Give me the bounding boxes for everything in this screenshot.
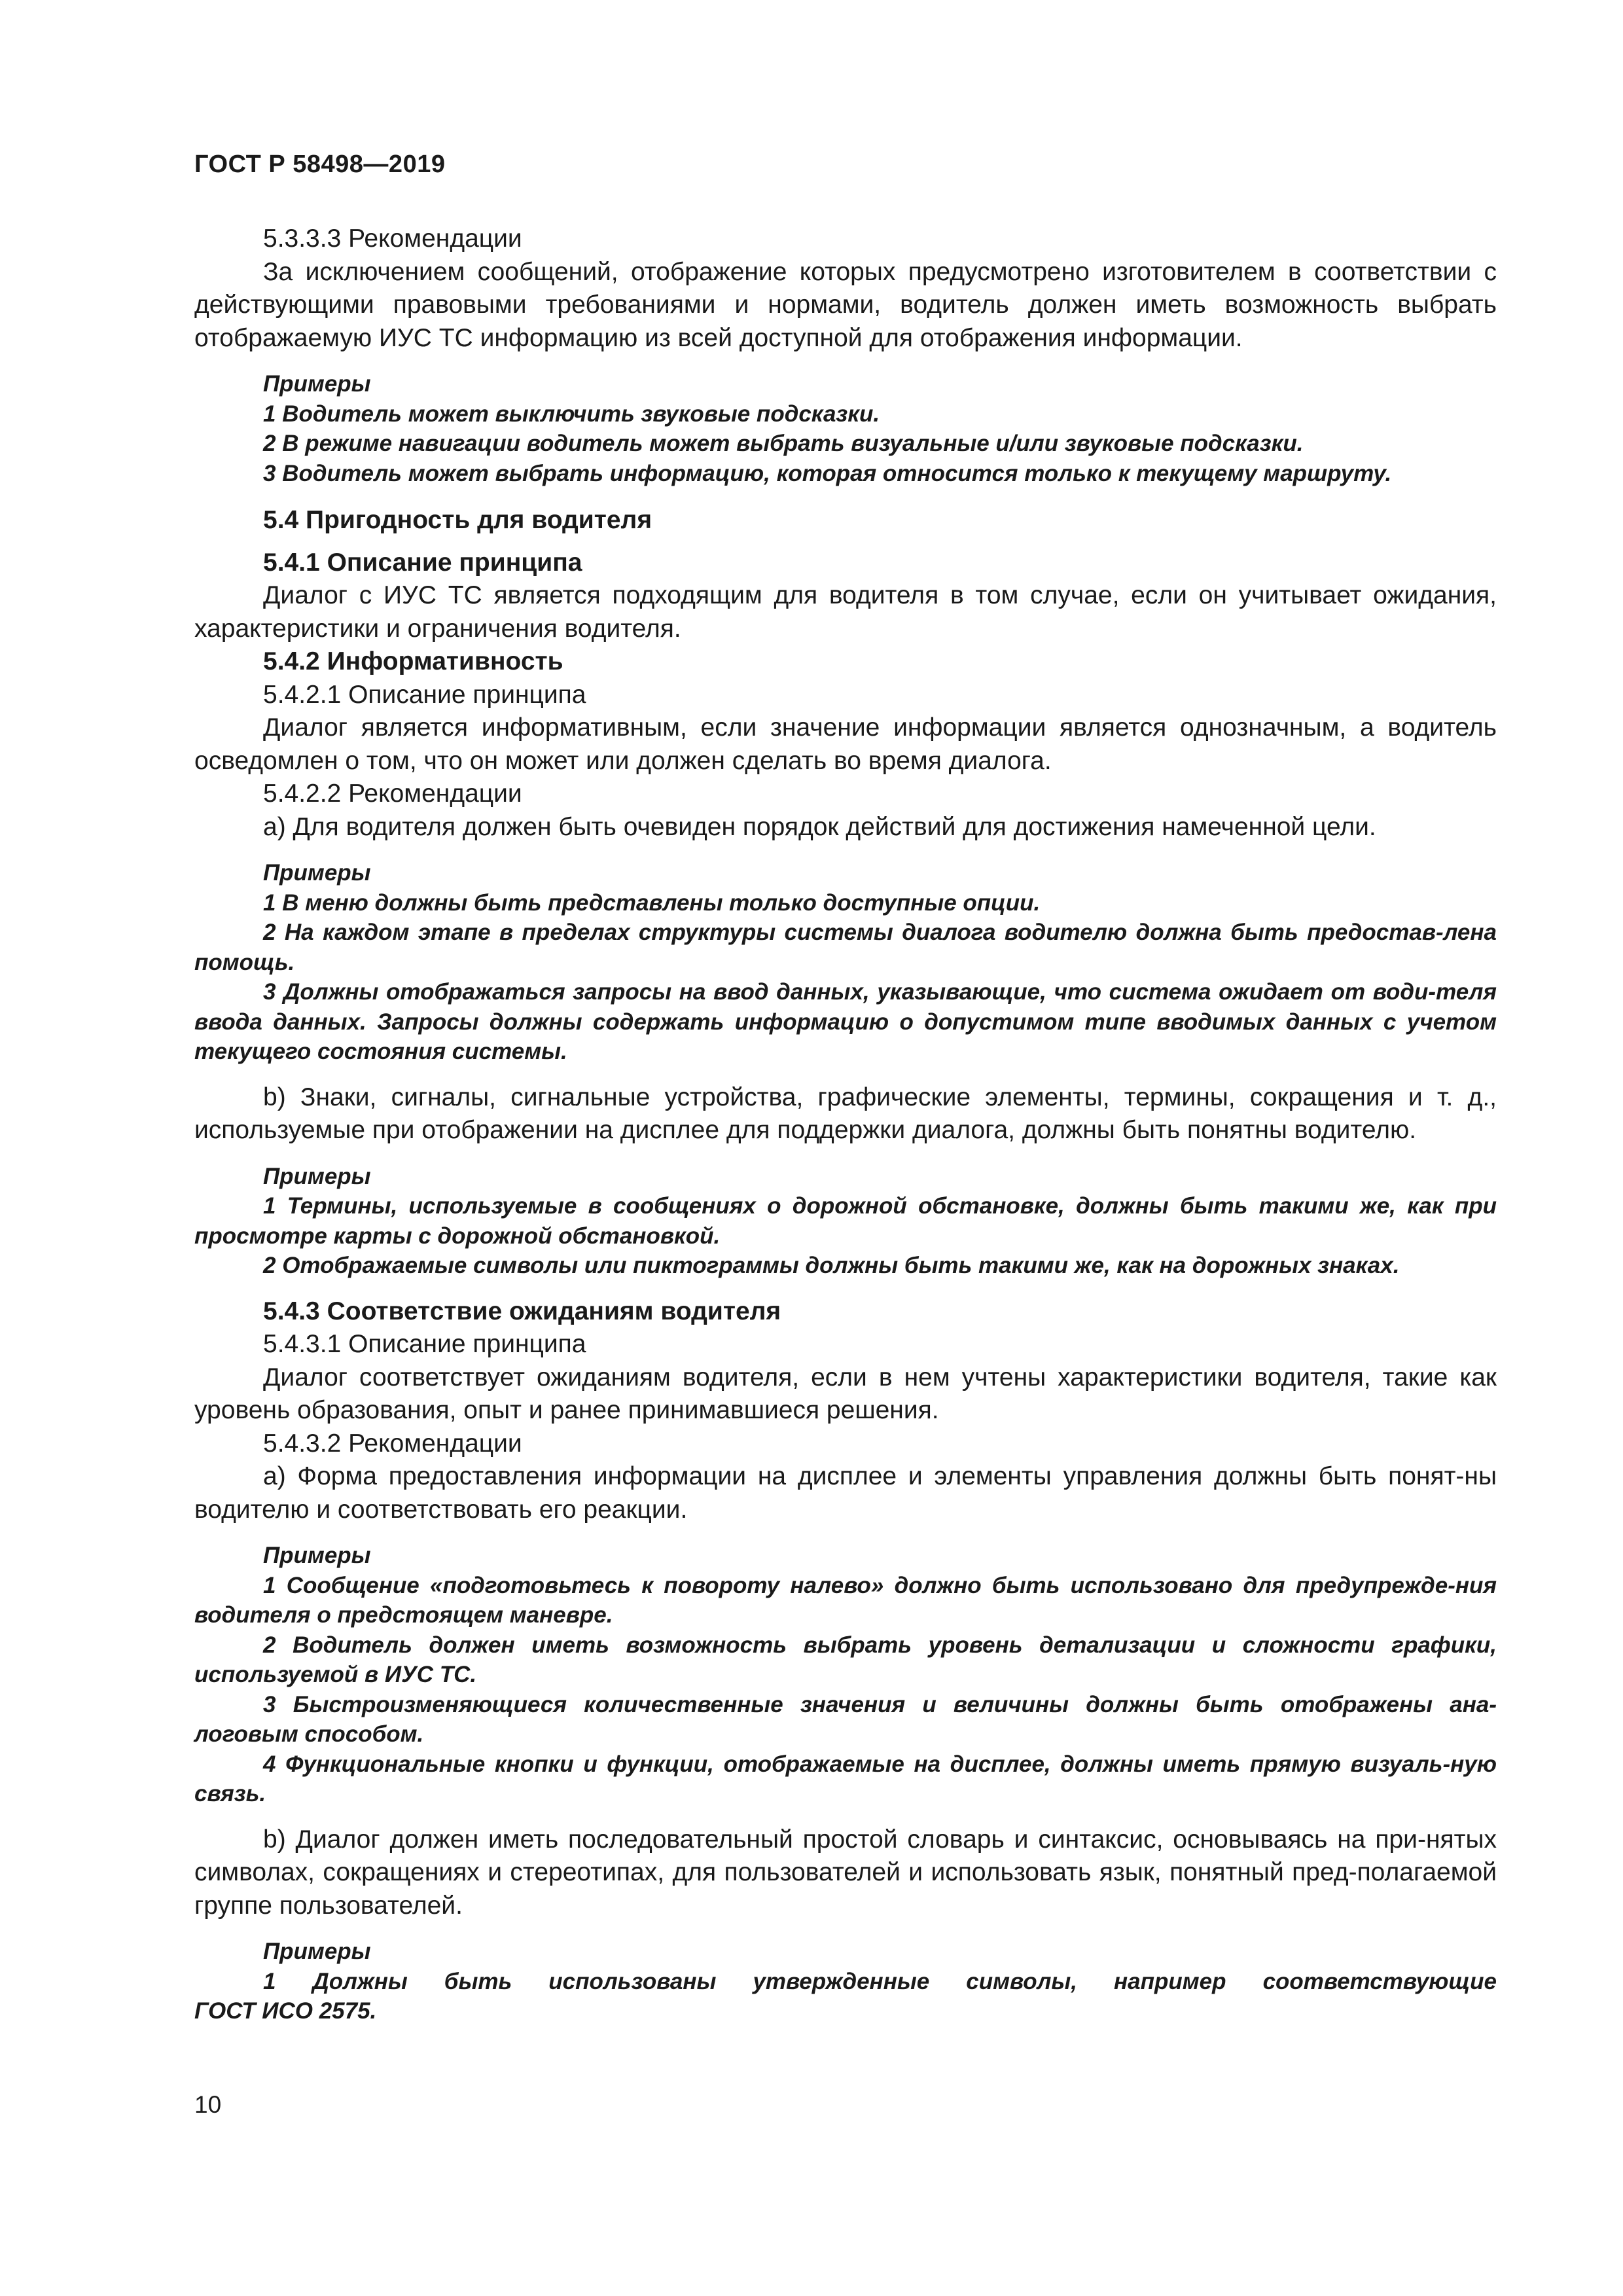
examples-title: Примеры	[263, 1543, 371, 1568]
example-item: 1 Термины, используемые в сообщениях о дорожной обстановке, должны быть такими же, как при просмотре карты с дорожной обстановкой.	[194, 1193, 1497, 1249]
examples-block	[194, 369, 1497, 488]
section-5-4-3-1-title: 5.4.3.1 Описание принципа	[263, 1330, 586, 1358]
example-item: 1 Должны быть использованы утвержденные символы, например соответствующие	[263, 1968, 1497, 1994]
section-5-4-2-1-title: 5.4.2.1 Описание принципа	[263, 680, 586, 709]
example-item: 2 В режиме навигации водитель может выбрать визуальные и/или звуковые подсказки.	[263, 431, 1304, 456]
section-5-3-3-3-text: За исключением сообщений, отображение которых предусмотрено изготовителем в соответствии с действующими правовыми требованиями и нормами, водитель должен иметь возможность выбрать отображаемую ИУС ТС информацию из всей доступной для отображения информации.	[194, 257, 1497, 352]
recommendation-item-a: а) Форма предоставления информации на дисплее и элементы управления должны быть понят-ны водителю и соответствовать его реакции.	[194, 1462, 1497, 1524]
section-5-4-3-1-text: Диалог соответствует ожиданиям водителя, если в нем учтены характеристики водителя, такие как уровень образования, опыт и ранее принимавшиеся решения.	[194, 1363, 1497, 1424]
example-item: 4 Функциональные кнопки и функции, отображаемые на дисплее, должны иметь прямую визуаль-ную связь.	[194, 1751, 1497, 1806]
example-item: 1 Сообщение «подготовьтесь к повороту налево» должно быть использовано для предупрежде-ния водителя о предстоящем маневре.	[194, 1572, 1497, 1628]
example-item: 3 Должны отображаться запросы на ввод данных, указывающие, что система ожидает от води-теля ввода данных. Запросы должны содержать информацию о допустимом типе вводимых данных с учетом текущего состояния системы.	[194, 979, 1497, 1064]
example-item: 2 На каждом этапе в пределах структуры системы диалога водителю должна быть предостав-лена помощь.	[194, 920, 1497, 975]
recommendation-item-b: b) Диалог должен иметь последовательный простой словарь и синтаксис, основываясь на при-нятых символах, сокращениях и стереотипах, для пользователей и использовать язык, понятный пред-полагаемой группе пользователей.	[194, 1825, 1497, 1920]
examples-title: Примеры	[263, 371, 371, 397]
example-item: 3 Водитель может выбрать информацию, которая относится только к текущему маршруту.	[263, 460, 1392, 486]
section-5-4-3-title: 5.4.3 Соответствие ожиданиям водителя	[263, 1297, 781, 1325]
document-code-header: ГОСТ Р 58498—2019	[194, 151, 446, 178]
example-item: 2 Водитель должен иметь возможность выбрать уровень детализации и сложности графики, используемой в ИУС ТС.	[194, 1632, 1497, 1687]
examples-title: Примеры	[263, 860, 371, 886]
section-5-4-2-title: 5.4.2 Информативность	[263, 647, 563, 675]
section-5-4-2-2-title: 5.4.2.2 Рекомендации	[263, 780, 522, 808]
examples-block	[194, 1162, 1497, 1281]
recommendation-item-a: а) Для водителя должен быть очевиден порядок действий для достижения намеченной цели.	[263, 812, 1376, 841]
example-item: 1 Водитель может выключить звуковые подсказки.	[263, 401, 880, 427]
example-item: 2 Отображаемые символы или пиктограммы должны быть такими же, как на дорожных знаках.	[263, 1253, 1400, 1278]
examples-title: Примеры	[263, 1939, 371, 1964]
section-5-3-3-3-title: 5.3.3.3 Рекомендации	[263, 224, 522, 253]
section-5-4-2-1-text: Диалог является информативным, если значение информации является однозначным, а водитель осведомлен о том, что он может или должен сделать во время диалога.	[194, 713, 1497, 775]
page-number: 10	[194, 2091, 222, 2118]
example-item-continuation: ГОСТ ИСО 2575.	[194, 1998, 377, 2024]
examples-block	[194, 858, 1497, 1067]
recommendation-item-b: b) Знаки, сигналы, сигнальные устройства, графические элементы, термины, сокращения и т. д., используемые при отображении на дисплее для поддержки диалога, должны быть понятны водителю.	[194, 1083, 1497, 1144]
example-item: 3 Быстроизменяющиеся количественные значения и величины должны быть отображены ана-логовым способом.	[194, 1691, 1497, 1747]
example-item: 1 В меню должны быть представлены только доступные опции.	[263, 889, 1041, 916]
section-5-4-title: 5.4 Пригодность для водителя	[263, 506, 652, 534]
examples-title: Примеры	[263, 1163, 371, 1189]
examples-block	[194, 1541, 1497, 1809]
section-5-4-1-text: Диалог с ИУС ТС является подходящим для водителя в том случае, если он учитывает ожидания, характеристики и ограничения водителя.	[194, 581, 1497, 643]
examples-block	[194, 1937, 1497, 2026]
section-5-4-3-2-title: 5.4.3.2 Рекомендации	[263, 1429, 522, 1458]
page-content	[194, 223, 1497, 2041]
section-5-4-1-title: 5.4.1 Описание принципа	[263, 548, 582, 577]
